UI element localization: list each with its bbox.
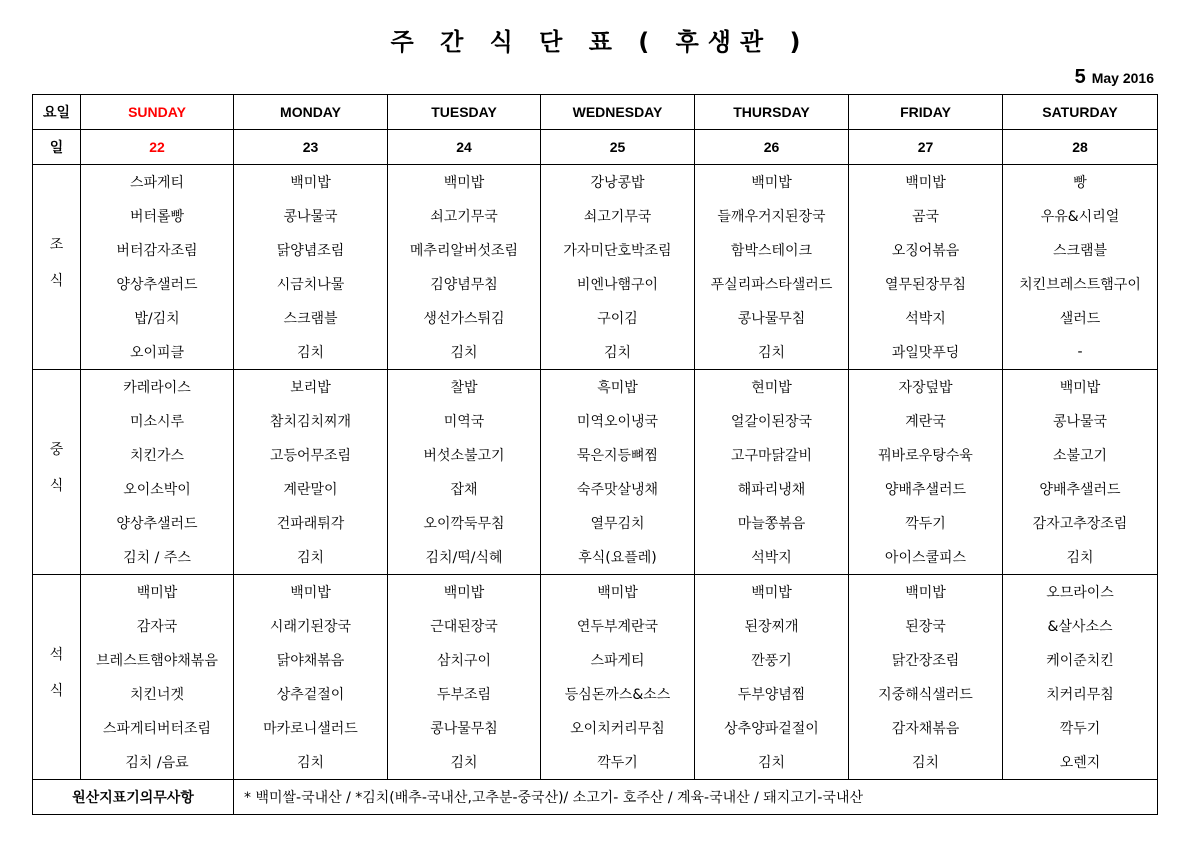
menu-item: 빵 xyxy=(1003,165,1158,200)
menu-item: 오이피클 xyxy=(81,335,234,370)
breakfast-label xyxy=(33,165,81,370)
menu-item: 양배추샐러드 xyxy=(1003,472,1158,506)
menu-item: 샐러드 xyxy=(1003,301,1158,335)
menu-item: 연두부계란국 xyxy=(541,609,695,643)
menu-item: 감자국 xyxy=(81,609,234,643)
menu-item: 비엔나햄구이 xyxy=(541,267,695,301)
lunch-row xyxy=(33,540,1158,575)
menu-item: 김치 xyxy=(695,745,849,780)
breakfast-row xyxy=(33,165,1158,200)
weekday-row xyxy=(33,95,1158,130)
menu-item: 김치 xyxy=(234,745,388,780)
menu-item: 스파게티버터조림 xyxy=(81,711,234,745)
menu-item: 자장덮밥 xyxy=(849,370,1003,405)
menu-item: 후식(요플레) xyxy=(541,540,695,575)
menu-item: 보리밥 xyxy=(234,370,388,405)
date-label: 일 xyxy=(33,130,81,165)
menu-item: 근대된장국 xyxy=(388,609,541,643)
menu-item: 양상추샐러드 xyxy=(81,506,234,540)
date-cell: 24 xyxy=(388,130,541,165)
breakfast-row xyxy=(33,199,1158,233)
menu-item: 오이깍둑무침 xyxy=(388,506,541,540)
dinner-row xyxy=(33,745,1158,780)
menu-item: 잡채 xyxy=(388,472,541,506)
meal-label-text: 조 식 xyxy=(49,236,64,289)
menu-item: 백미밥 xyxy=(849,575,1003,610)
breakfast-row xyxy=(33,233,1158,267)
menu-item: 오렌지 xyxy=(1003,745,1158,780)
menu-item: 버터감자조림 xyxy=(81,233,234,267)
date-cell: 22 xyxy=(81,130,234,165)
menu-item: 김치 /음료 xyxy=(81,745,234,780)
menu-item: 치커리무침 xyxy=(1003,677,1158,711)
menu-item: 마카로니샐러드 xyxy=(234,711,388,745)
menu-item: 등심돈까스&소스 xyxy=(541,677,695,711)
menu-item: 메추리알버섯조림 xyxy=(388,233,541,267)
menu-item: 우유&시리얼 xyxy=(1003,199,1158,233)
menu-item: 들깨우거지된장국 xyxy=(695,199,849,233)
menu-item: 감자고추장조림 xyxy=(1003,506,1158,540)
menu-item: 카레라이스 xyxy=(81,370,234,405)
menu-item: 백미밥 xyxy=(1003,370,1158,405)
menu-item: 백미밥 xyxy=(234,165,388,200)
weekday-tuesday: TUESDAY xyxy=(388,95,541,130)
menu-item: 김치 xyxy=(849,745,1003,780)
menu-item: 된장국 xyxy=(849,609,1003,643)
weekday-saturday: SATURDAY xyxy=(1003,95,1158,130)
menu-item: 열무김치 xyxy=(541,506,695,540)
date-day: 5 xyxy=(1074,66,1086,88)
menu-item: 콩나물국 xyxy=(234,199,388,233)
menu-item: &살사소스 xyxy=(1003,609,1158,643)
menu-item: 치킨브레스트햄구이 xyxy=(1003,267,1158,301)
menu-item: 열무된장무침 xyxy=(849,267,1003,301)
menu-item: 김치 xyxy=(695,335,849,370)
origin-text: * 백미쌀-국내산 / *김치(배추-국내산,고추분-중국산)/ 소고기- 호주산 / 계육-국내산 / 돼지고기-국내산 xyxy=(234,780,1158,815)
weekday-friday: FRIDAY xyxy=(849,95,1003,130)
menu-item: 닭야채볶음 xyxy=(234,643,388,677)
menu-item: 석박지 xyxy=(849,301,1003,335)
menu-item: 김치 xyxy=(388,335,541,370)
menu-item: 감자채볶음 xyxy=(849,711,1003,745)
menu-item: 곰국 xyxy=(849,199,1003,233)
menu-item: 숙주맛살냉채 xyxy=(541,472,695,506)
menu-item: 소불고기 xyxy=(1003,438,1158,472)
menu-item: 깐풍기 xyxy=(695,643,849,677)
menu-item: 시래기된장국 xyxy=(234,609,388,643)
lunch-row xyxy=(33,472,1158,506)
weekly-menu-table xyxy=(32,94,1158,815)
menu-item: 양배추샐러드 xyxy=(849,472,1003,506)
menu-item: 스파게티 xyxy=(541,643,695,677)
dinner-row xyxy=(33,677,1158,711)
menu-item: 석박지 xyxy=(695,540,849,575)
menu-item: 삼치구이 xyxy=(388,643,541,677)
menu-item: 콩나물무침 xyxy=(388,711,541,745)
menu-item: 두부조림 xyxy=(388,677,541,711)
menu-item: 강낭콩밥 xyxy=(541,165,695,200)
menu-item: 찰밥 xyxy=(388,370,541,405)
menu-item: 된장찌개 xyxy=(695,609,849,643)
menu-item: 구이김 xyxy=(541,301,695,335)
menu-item: 미역국 xyxy=(388,404,541,438)
menu-item: 스파게티 xyxy=(81,165,234,200)
origin-row xyxy=(33,780,1158,815)
menu-item: 묵은지등뼈찜 xyxy=(541,438,695,472)
menu-item: 닭양념조림 xyxy=(234,233,388,267)
lunch-label xyxy=(33,370,81,575)
menu-item: 현미밥 xyxy=(695,370,849,405)
menu-item: 미소시루 xyxy=(81,404,234,438)
lunch-row xyxy=(33,438,1158,472)
menu-item: 백미밥 xyxy=(388,575,541,610)
menu-item: 치킨너겟 xyxy=(81,677,234,711)
weekday-wednesday: WEDNESDAY xyxy=(541,95,695,130)
menu-item: 오징어볶음 xyxy=(849,233,1003,267)
menu-item: 계란국 xyxy=(849,404,1003,438)
menu-item: 깍두기 xyxy=(541,745,695,780)
menu-date xyxy=(1075,66,1154,89)
menu-item: 양상추샐러드 xyxy=(81,267,234,301)
menu-item: 스크램블 xyxy=(234,301,388,335)
date-cell: 25 xyxy=(541,130,695,165)
menu-item: 생선가스튀김 xyxy=(388,301,541,335)
dinner-row xyxy=(33,575,1158,610)
lunch-row xyxy=(33,370,1158,405)
date-month-year: May 2016 xyxy=(1091,70,1154,86)
menu-item: 케이준치킨 xyxy=(1003,643,1158,677)
meal-label-text: 중 식 xyxy=(49,441,64,494)
menu-item: 버섯소불고기 xyxy=(388,438,541,472)
menu-item: 쇠고기무국 xyxy=(388,199,541,233)
menu-item: 오므라이스 xyxy=(1003,575,1158,610)
menu-item: 과일맛푸딩 xyxy=(849,335,1003,370)
dinner-label xyxy=(33,575,81,780)
menu-item: 아이스쿨피스 xyxy=(849,540,1003,575)
menu-item: 김치 xyxy=(1003,540,1158,575)
page-title: 주 간 식 단 표 ( 후생관 ) xyxy=(390,28,810,56)
lunch-row xyxy=(33,506,1158,540)
menu-item: 계란말이 xyxy=(234,472,388,506)
breakfast-row xyxy=(33,335,1158,370)
menu-item: 백미밥 xyxy=(388,165,541,200)
menu-item: 상추양파겉절이 xyxy=(695,711,849,745)
menu-item: 마늘쫑볶음 xyxy=(695,506,849,540)
menu-item: 김치 xyxy=(234,540,388,575)
menu-item: 백미밥 xyxy=(234,575,388,610)
weekday-sunday: SUNDAY xyxy=(81,95,234,130)
menu-item: 치킨가스 xyxy=(81,438,234,472)
menu-item: 스크램블 xyxy=(1003,233,1158,267)
date-cell: 27 xyxy=(849,130,1003,165)
meal-label-text: 석 식 xyxy=(49,646,64,699)
menu-item: 푸실리파스타샐러드 xyxy=(695,267,849,301)
menu-item: 밥/김치 xyxy=(81,301,234,335)
menu-item: 지중해식샐러드 xyxy=(849,677,1003,711)
menu-item: 건파래튀각 xyxy=(234,506,388,540)
menu-item: 고구마닭갈비 xyxy=(695,438,849,472)
menu-item: 콩나물국 xyxy=(1003,404,1158,438)
dinner-row xyxy=(33,643,1158,677)
breakfast-row xyxy=(33,267,1158,301)
date-cell: 28 xyxy=(1003,130,1158,165)
menu-item: 김치/떡/식혜 xyxy=(388,540,541,575)
menu-item: 해파리냉채 xyxy=(695,472,849,506)
menu-item: 상추겉절이 xyxy=(234,677,388,711)
menu-item: - xyxy=(1003,335,1158,370)
dinner-row xyxy=(33,711,1158,745)
menu-item: 백미밥 xyxy=(541,575,695,610)
menu-item: 백미밥 xyxy=(81,575,234,610)
menu-item: 고등어무조림 xyxy=(234,438,388,472)
menu-item: 백미밥 xyxy=(695,165,849,200)
menu-item: 오이치커리무침 xyxy=(541,711,695,745)
menu-item: 깍두기 xyxy=(849,506,1003,540)
menu-item: 시금치나물 xyxy=(234,267,388,301)
menu-item: 콩나물무침 xyxy=(695,301,849,335)
dinner-row xyxy=(33,609,1158,643)
menu-item: 백미밥 xyxy=(849,165,1003,200)
weekday-label: 요일 xyxy=(33,95,81,130)
menu-item: 흑미밥 xyxy=(541,370,695,405)
menu-item: 김치 xyxy=(541,335,695,370)
breakfast-row xyxy=(33,301,1158,335)
menu-item: 김치 xyxy=(234,335,388,370)
date-cell: 26 xyxy=(695,130,849,165)
menu-item: 김치 / 주스 xyxy=(81,540,234,575)
menu-item: 가자미단호박조림 xyxy=(541,233,695,267)
menu-item: 두부양념찜 xyxy=(695,677,849,711)
menu-item: 함박스테이크 xyxy=(695,233,849,267)
date-row xyxy=(33,130,1158,165)
menu-item: 쇠고기무국 xyxy=(541,199,695,233)
menu-item: 미역오이냉국 xyxy=(541,404,695,438)
menu-item: 닭간장조림 xyxy=(849,643,1003,677)
menu-item: 브레스트햄야채볶음 xyxy=(81,643,234,677)
weekday-thursday: THURSDAY xyxy=(695,95,849,130)
menu-item: 오이소박이 xyxy=(81,472,234,506)
origin-label: 원산지표기의무사항 xyxy=(33,780,234,815)
menu-item: 김양념무침 xyxy=(388,267,541,301)
menu-item: 깍두기 xyxy=(1003,711,1158,745)
menu-item: 김치 xyxy=(388,745,541,780)
menu-item: 백미밥 xyxy=(695,575,849,610)
menu-item: 버터롤빵 xyxy=(81,199,234,233)
date-cell: 23 xyxy=(234,130,388,165)
menu-item: 얼갈이된장국 xyxy=(695,404,849,438)
menu-item: 꿔바로우탕수육 xyxy=(849,438,1003,472)
lunch-row xyxy=(33,404,1158,438)
weekday-monday: MONDAY xyxy=(234,95,388,130)
menu-item: 참치김치찌개 xyxy=(234,404,388,438)
